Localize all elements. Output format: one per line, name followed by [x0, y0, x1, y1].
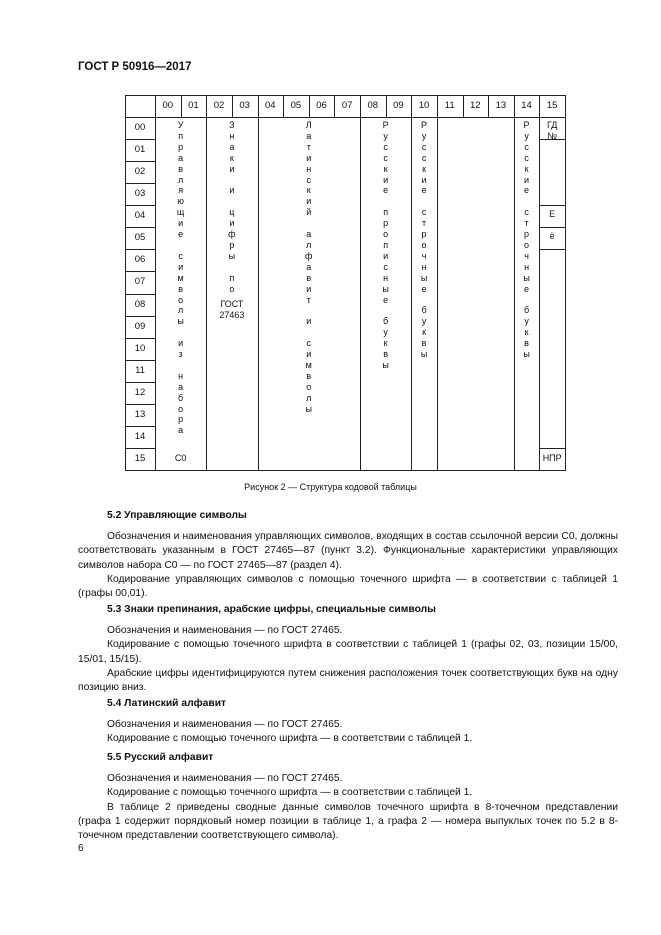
- row-divider: [125, 448, 155, 449]
- row-label: 05: [134, 232, 146, 244]
- e-letter: Е: [549, 209, 556, 220]
- paragraph: Кодирование управляющих символов с помощью точечного шрифта — в соответствии с таблицей 1 (графы 00,01).: [78, 573, 618, 600]
- russian-uppercase-label: Р у с с к и е п р о п и с н ы е б у к в ы: [382, 120, 389, 370]
- row-divider: [125, 426, 155, 427]
- row-label: 10: [134, 342, 146, 354]
- row-label: 06: [134, 254, 146, 266]
- row-label: 00: [134, 122, 146, 133]
- row-label: 07: [134, 276, 146, 288]
- c0-label: С0: [174, 452, 187, 463]
- column-label: 14: [521, 100, 532, 111]
- row-divider: [125, 139, 155, 140]
- paragraph: Кодирование с помощью точечного шрифта — в соответствии с таблицей 1.: [107, 787, 473, 799]
- column-label: 01: [188, 100, 199, 111]
- row-divider: [125, 316, 155, 317]
- control-chars-label: У п р а в л я ю щ и е с и м в о л ы и з н а б о р а: [176, 120, 185, 436]
- row-divider: [125, 271, 155, 272]
- row-divider: [125, 205, 155, 206]
- section-5-2: [78, 509, 618, 601]
- row-divider: [125, 382, 155, 383]
- row-divider: [125, 183, 155, 184]
- column-label: 15: [546, 100, 558, 111]
- row-divider: [125, 249, 155, 250]
- gost-ref-label: ГОСТ: [220, 298, 244, 309]
- column-label: 04: [265, 100, 276, 111]
- row-label: 04: [134, 210, 146, 222]
- yo-letter: ё: [549, 231, 555, 242]
- column-label: 05: [290, 100, 302, 111]
- table-border: [565, 95, 566, 470]
- row-divider: [539, 205, 565, 206]
- row-label: 03: [134, 188, 146, 200]
- gost-ref-number: 27463: [219, 309, 245, 320]
- section-title: 5.4 Латинский алфавит: [107, 698, 227, 709]
- section-title: 5.3 Знаки препинания, арабские цифры, специальные символы: [107, 604, 436, 615]
- paragraph: Обозначения и наименования — по ГОСТ 27465.: [107, 773, 343, 785]
- row-divider: [125, 294, 155, 295]
- column-label: 10: [418, 100, 430, 111]
- section-title: 5.5 Русский алфавит: [107, 752, 214, 763]
- row-label: 12: [134, 386, 146, 398]
- paragraph: Обозначения и наименования — по ГОСТ 27465.: [107, 719, 343, 731]
- row-label: 11: [135, 364, 145, 376]
- document-header: ГОСТ Р 50916—2017: [78, 61, 192, 73]
- section-title: 5.2 Управляющие символы: [107, 510, 247, 521]
- column-label: 07: [341, 100, 353, 111]
- row-divider: [125, 360, 155, 361]
- row-label: 09: [134, 320, 146, 332]
- paragraph: Обозначения и наименования — по ГОСТ 27465.: [107, 625, 343, 637]
- column-label: 00: [162, 100, 174, 111]
- column-label: 09: [393, 100, 404, 111]
- row-label: 08: [134, 298, 146, 310]
- row-divider: [125, 404, 155, 405]
- table-border: [125, 95, 565, 96]
- russian-lowercase-label: Р у с с к и е с т р о ч н ы е б у к в ы: [523, 120, 530, 360]
- paragraph: В таблице 2 приведены сводные данные символов точечного шрифта в 8-точечном представлении (графа 1 содержит порядковый номер позиции в таблице 1, а графа 2 — номера выпуклых точек по 5.2 в 8-точечном представлении соответствующего символа).: [78, 801, 618, 842]
- russian-lowercase-label: Р у с с к и е с т р о ч н ы е б у к в ы: [420, 120, 428, 360]
- table-border: [125, 470, 566, 471]
- row-divider: [125, 227, 155, 228]
- column-label: 03: [239, 100, 250, 111]
- punctuation-digits-label: З н а к и и ц и ф р ы п о: [228, 120, 236, 294]
- row-divider: [539, 249, 565, 250]
- numero-symbol: №: [547, 131, 558, 141]
- column-label: 12: [470, 100, 481, 111]
- column-divider: [437, 95, 438, 470]
- column-label: 08: [367, 100, 379, 111]
- gd-symbol: ГД: [547, 120, 558, 130]
- row-divider: [125, 161, 155, 162]
- section-5-5: [78, 751, 618, 843]
- section-5-3: [78, 603, 618, 695]
- column-divider: [539, 95, 540, 470]
- header-divider: [125, 117, 565, 118]
- row-label: 13: [134, 408, 146, 420]
- paragraph: Арабские цифры идентифицируются путем снижения расположения точек соответствующих букв на одну позицию вниз.: [78, 667, 618, 694]
- column-label: 06: [316, 100, 327, 111]
- column-label: 02: [213, 100, 225, 111]
- paragraph: Обозначения и наименования управляющих символов, входящих в состав ссылочной версии С0, должны соответствовать указанным в ГОСТ 27465—87 (пункт 3.2). Функциональные характеристики управляющих символов набора С0 — по ГОСТ 27465—87 (раздел 4).: [78, 531, 618, 571]
- figure-caption: Рисунок 2 — Структура кодовой таблицы: [244, 482, 417, 492]
- column-label: 13: [495, 100, 507, 111]
- latin-alphabet-label: Л а т и н с к и й а л ф а в и т и с и м в о л ы: [305, 120, 313, 414]
- row-divider: [539, 227, 565, 228]
- row-divider: [125, 338, 155, 339]
- row-label: 02: [134, 166, 146, 178]
- npr-symbol: НПР: [542, 452, 562, 463]
- page-number: 6: [78, 843, 84, 854]
- row-divider: [539, 448, 565, 449]
- paragraph: Кодирование с помощью точечного шрифта — в соответствии с таблицей 1.: [107, 733, 473, 745]
- section-5-4: [78, 697, 618, 747]
- row-label: 14: [134, 430, 146, 442]
- row-label: 01: [134, 144, 146, 156]
- column-label: 11: [444, 100, 455, 111]
- row-label: 15: [134, 452, 146, 464]
- paragraph: Кодирование с помощью точечного шрифта в соответствии с таблицей 1 (графы 02, 03, позиции 15/00, 15/01, 15/15).: [78, 639, 618, 665]
